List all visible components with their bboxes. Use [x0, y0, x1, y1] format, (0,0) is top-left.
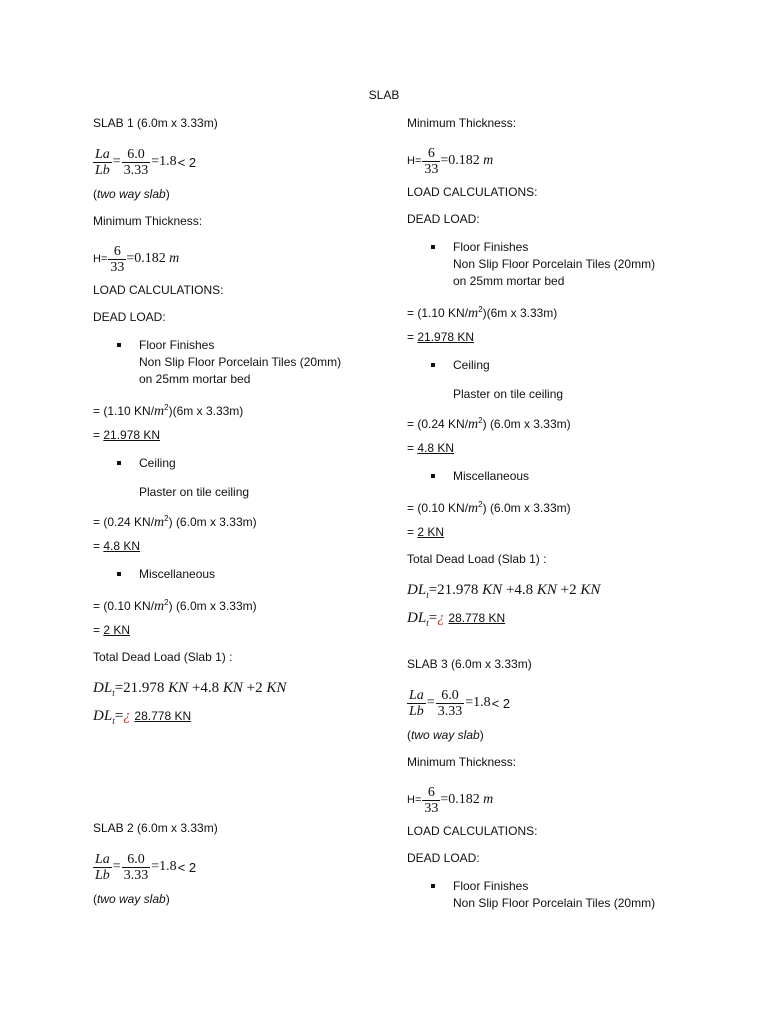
slab2-floor-finish-result: = 21.978 KN [407, 330, 475, 344]
left-column [93, 116, 383, 919]
slab1-misc-item: Miscellaneous [93, 566, 383, 583]
slab2-floor-finish-calc: = (1.10 $KN/m^2)(6m$ x 3.33m) [407, 305, 558, 321]
slab2-two-way-note: (two way slab) [93, 892, 170, 906]
bullet-icon [117, 461, 121, 465]
slab2-ceiling-calc: = (0.24 $KN/m^2$) (6.0m x 3.33m) [407, 416, 571, 432]
slab1-ceiling-calc: = (0.24 $KN/m^2$) (6.0m x 3.33m) [93, 514, 257, 530]
slab2-thickness-equation: H= $\frac{6}{33}$ =0.182 m [407, 145, 494, 177]
slab2-total-result: $DL_t=¿$ 28.778 KN [407, 610, 506, 628]
slab1-total-label: Total Dead Load (Slab 1) : [93, 650, 233, 664]
slab2-heading: SLAB 2 (6.0m x 3.33m) [93, 821, 218, 835]
value-fraction: $\frac{6.0}{3.33}$ [123, 146, 149, 178]
value-fraction: $\frac{6.0}{3.33}$ [123, 851, 149, 883]
la-lb-fraction: $\frac{La}{Lb}$ [95, 146, 110, 178]
page-title: SLAB [368, 88, 400, 102]
slab1-min-thickness: Minimum Thickness: [93, 214, 203, 228]
slab1-thickness-equation: H= $\frac{6}{33}$ =0.182 m [93, 243, 180, 275]
slab3-min-thickness: Minimum Thickness: [407, 755, 517, 769]
slab3-ratio-equation: $\frac{La}{Lb}$ = $\frac{6.0}{3.33}$ =1.8 < 2 [409, 687, 511, 719]
slab2-misc-item: Miscellaneous [407, 468, 737, 485]
slab3-floor-finishes-item: Floor Finishes Non Slip Floor Porcelain Tiles (20mm) [407, 878, 737, 912]
slab2-total-expression: $DL_t=21.978$ KN +4.8 KN +2 KN [407, 582, 601, 600]
slab1-total-result: $DL_t=¿$ 28.778 KN [93, 708, 192, 726]
slab1-misc-result: = 2 KN [93, 623, 131, 637]
six-over-33-fraction: $\frac{6}{33}$ [424, 784, 439, 816]
bullet-icon [431, 245, 435, 249]
slab2-ratio-equation: $\frac{La}{Lb}$ = $\frac{6.0}{3.33}$ =1.8 < 2 [95, 851, 197, 883]
slab1-ceiling-result: = 4.8 KN [93, 539, 141, 553]
bullet-icon [117, 572, 121, 576]
slab2-total-label: Total Dead Load (Slab 1) : [407, 552, 547, 566]
slab2-misc-calc: = (0.10 $KN/m^2$) (6.0m x 3.33m) [407, 500, 571, 516]
slab1-floor-finish-result: = 21.978 KN [93, 428, 161, 442]
bullet-icon [431, 884, 435, 888]
slab1-ratio-equation: $\frac{La}{Lb}$ = $\frac{6.0}{3.33}$ =1.8 < 2 [95, 146, 197, 178]
slab1-total-expression: $DL_t=21.978$ KN +4.8 KN +2 KN [93, 680, 287, 698]
slab1-heading: SLAB 1 (6.0m x 3.33m) [93, 116, 218, 130]
slab3-two-way-note: (two way slab) [407, 728, 484, 742]
la-lb-fraction: $\frac{La}{Lb}$ [409, 687, 424, 719]
slab1-ceiling-item: Ceiling [93, 455, 383, 472]
slab3-load-calculations: LOAD CALCULATIONS: [407, 824, 538, 838]
slab1-dead-load: DEAD LOAD: [93, 310, 166, 324]
slab1-two-way-note: (two way slab) [93, 187, 170, 201]
slab2-load-calculations: LOAD CALCULATIONS: [407, 185, 538, 199]
six-over-33-fraction: $\frac{6}{33}$ [110, 243, 125, 275]
slab1-floor-finish-calc: = (1.10 $KN/m^2)(6m$ x 3.33m) [93, 403, 244, 419]
la-lb-fraction: $\frac{La}{Lb}$ [95, 851, 110, 883]
slab2-ceiling-item: Ceiling [407, 357, 737, 374]
slab3-dead-load: DEAD LOAD: [407, 851, 480, 865]
slab2-plaster-line: Plaster on tile ceiling [453, 387, 564, 401]
value-fraction: $\frac{6.0}{3.33}$ [437, 687, 463, 719]
bullet-icon [117, 343, 121, 347]
slab1-misc-calc: = (0.10 $KN/m^2$) (6.0m x 3.33m) [93, 598, 257, 614]
slab2-dead-load: DEAD LOAD: [407, 212, 480, 226]
slab2-misc-result: = 2 KN [407, 525, 445, 539]
bullet-icon [431, 363, 435, 367]
slab2-floor-finishes-item: Floor Finishes Non Slip Floor Porcelain Tiles (20mm) on 25mm mortar bed [407, 239, 737, 290]
bullet-icon [431, 474, 435, 478]
slab1-plaster-line: Plaster on tile ceiling [139, 485, 250, 499]
slab2-min-thickness: Minimum Thickness: [407, 116, 517, 130]
slab3-heading: SLAB 3 (6.0m x 3.33m) [407, 657, 532, 671]
slab2-ceiling-result: = 4.8 KN [407, 441, 455, 455]
slab1-floor-finishes-item: Floor Finishes Non Slip Floor Porcelain Tiles (20mm) on 25mm mortar bed [93, 337, 383, 388]
six-over-33-fraction: $\frac{6}{33}$ [424, 145, 439, 177]
slab1-load-calculations: LOAD CALCULATIONS: [93, 283, 224, 297]
slab3-thickness-equation: H= $\frac{6}{33}$ =0.182 m [407, 784, 494, 816]
right-column [407, 116, 737, 925]
